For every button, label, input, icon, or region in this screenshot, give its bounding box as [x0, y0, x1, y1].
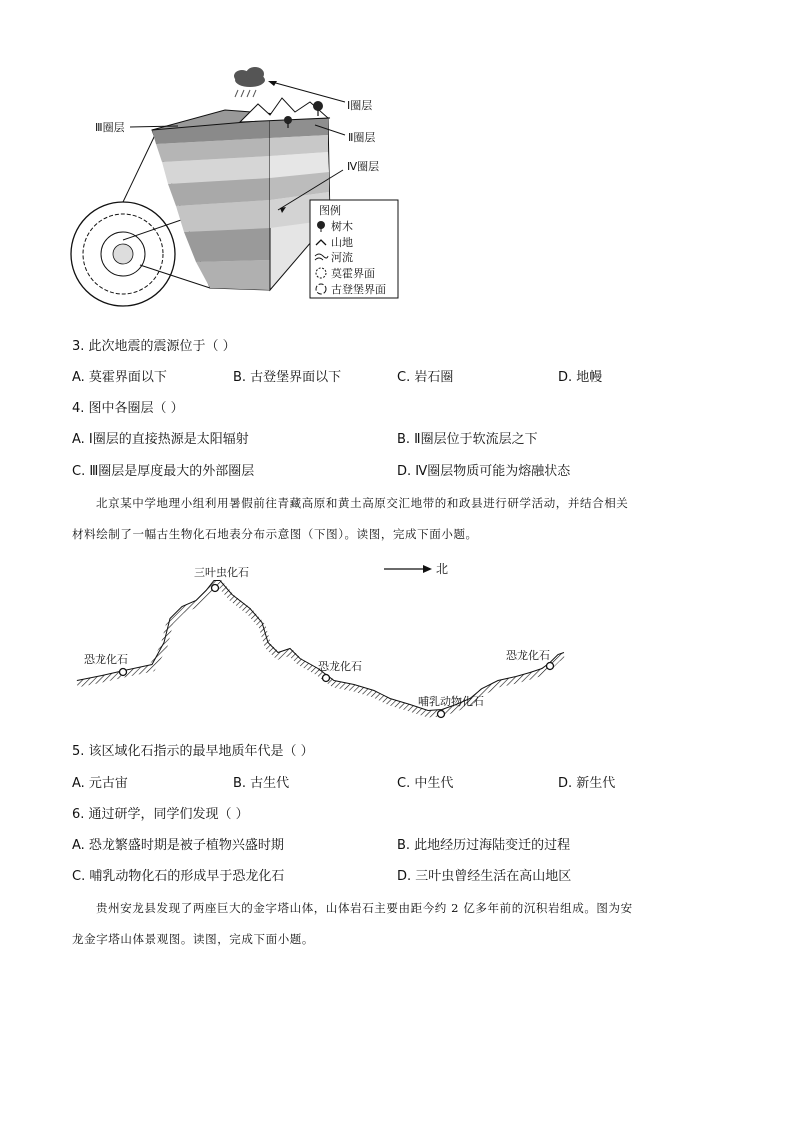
question-4-stem: 4. 图中各圈层（ ） [72, 401, 184, 416]
q4-option-b: B. Ⅱ圈层位于软流层之下 [397, 432, 538, 447]
north-label: 北 [436, 562, 449, 576]
rain-cloud-icon [234, 67, 265, 97]
trilobite-fossil-label: 三叶虫化石 [194, 566, 249, 579]
dinosaur-fossil-marker-right [547, 663, 554, 670]
layer-4-label: Ⅳ圈层 [347, 160, 380, 173]
q4-option-d: D. Ⅳ圈层物质可能为熔融状态 [397, 464, 571, 479]
legend-label-mountain: 山地 [331, 236, 353, 249]
q6-option-c: C. 哺乳动物化石的形成早于恐龙化石 [72, 869, 285, 884]
question-5-stem: 5. 该区域化石指示的最早地质年代是（ ） [72, 744, 314, 759]
layer-3-label: Ⅲ圈层 [95, 121, 125, 134]
dinosaur-fossil-label-middle: 恐龙化石 [318, 660, 362, 673]
fossil-profile-diagram [72, 560, 592, 730]
dinosaur-fossil-label-left: 恐龙化石 [84, 653, 128, 666]
q4-option-c: C. Ⅲ圈层是厚度最大的外部圈层 [72, 464, 255, 479]
question-3-stem: 3. 此次地震的震源位于（ ） [72, 339, 236, 354]
earth-structure-figure [60, 60, 410, 310]
legend-label-river: 河流 [331, 251, 353, 264]
dinosaur-fossil-marker-middle [323, 675, 330, 682]
q5-option-d: D. 新生代 [558, 776, 616, 791]
q6-option-b: B. 此地经历过海陆变迁的过程 [397, 838, 571, 853]
terrain-profile [77, 584, 564, 714]
q4-option-a: A. Ⅰ圈层的直接热源是太阳辐射 [72, 432, 249, 447]
legend-label-tree: 树木 [331, 220, 353, 233]
question-6-stem: 6. 通过研学，同学们发现（ ） [72, 807, 249, 822]
mammal-fossil-marker [438, 711, 445, 718]
q5-option-b: B. 古生代 [233, 776, 290, 791]
trilobite-fossil-marker [212, 585, 219, 592]
dinosaur-fossil-marker-left [120, 669, 127, 676]
passage-2-line-2: 龙金字塔山体景观图。读图，完成下面小题。 [72, 932, 314, 946]
legend-label-moho: 莫霍界面 [331, 267, 375, 280]
dinosaur-fossil-label-right: 恐龙化石 [506, 649, 550, 662]
fossil-profile-figure [72, 560, 592, 730]
q3-option-d: D. 地幔 [558, 370, 603, 385]
q5-option-c: C. 中生代 [397, 776, 454, 791]
q3-option-c: C. 岩石圈 [397, 370, 454, 385]
passage-1-line-2: 材料绘制了一幅古生物化石地表分布示意图（下图）。读图，完成下面小题。 [72, 527, 478, 541]
layer-1-label: Ⅰ圈层 [347, 99, 373, 112]
legend-label-gutenberg: 古登堡界面 [331, 283, 386, 296]
q3-option-a: A. 莫霍界面以下 [72, 370, 167, 385]
legend-title: 图例 [319, 204, 341, 217]
q5-option-a: A. 元古宙 [72, 776, 128, 791]
passage-1-line-1: 北京某中学地理小组利用暑假前往青藏高原和黄土高原交汇地带的和政县进行研学活动，并结合相关 [96, 496, 629, 510]
passage-2-line-1: 贵州安龙县发现了两座巨大的金字塔山体，山体岩石主要由距今约 2 亿多年前的沉积岩组成。图为安 [96, 901, 633, 915]
mountain-terrain [240, 98, 328, 122]
q6-option-d: D. 三叶虫曾经生活在高山地区 [397, 869, 572, 884]
q3-option-b: B. 古登堡界面以下 [233, 370, 342, 385]
layer-2-label: Ⅱ圈层 [348, 131, 376, 144]
mammal-fossil-label: 哺乳动物化石 [418, 695, 484, 708]
q6-option-a: A. 恐龙繁盛时期是被子植物兴盛时期 [72, 838, 284, 853]
earth-globe-icon [71, 202, 175, 306]
